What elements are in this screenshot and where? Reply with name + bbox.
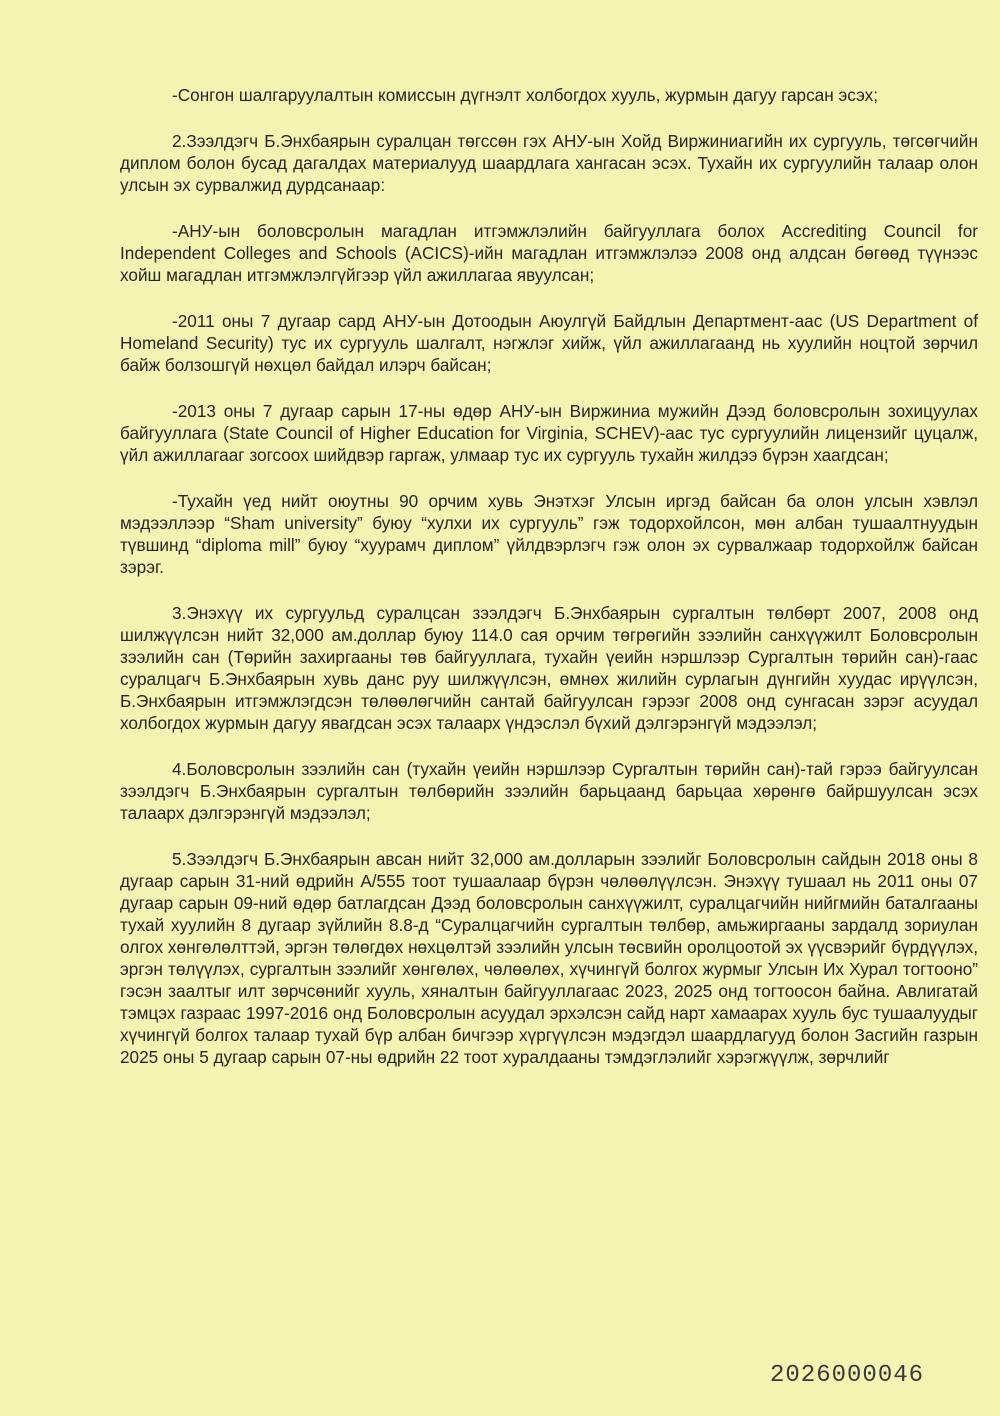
paragraph-homeland-security: -2011 оны 7 дугаар сард АНУ-ын Дотоодын Аюулгүй Байдлын Департмент-аас (US Department of Homeland Security) тус их сургууль шалгалт, нэгжлэг хийж, үйл ажиллагаанд нь хуулийн ноцтой зөрчил байж болзошгүй нөхцөл байдал илэрч байсан;: [120, 311, 978, 375]
paragraph-schev-license: -2013 оны 7 дугаар сарын 17-ны өдөр АНУ-ын Виржиниа мужийн Дээд боловсролын зохицуулах байгууллага (State Council of Higher Education for Virginia, SCHEV)-аас тус сургуулийн лицензийг цуцалж, үйл ажиллагааг зогсоох шийдвэр гаргаж, улмаар тус их сургууль тухайн жилдээ бүрэн хаагдсан;: [120, 401, 978, 465]
document-body: [120, 84, 978, 1092]
serial-number: 2026000046: [770, 1362, 925, 1389]
paragraph-diploma-mill: -Тухайн үед нийт оюутны 90 орчим хувь Энэтхэг Улсын иргэд байсан ба олон улсын хэвлэл мэдээллээр “Sham university” буюу “хулхи их сургууль” гэж тодорхойлсон, мөн албан тушаалтнуудын түвшинд “diploma mill” буюу “хуурамч диплом” үйлдвэрлэгч гэж олон эх сурвалжаар тодорхойлж байсан зэрэг.: [120, 491, 978, 577]
paragraph-5-loan-exemption: 5.Зээлдэгч Б.Энхбаярын авсан нийт 32,000 ам.долларын зээлийг Боловсролын сайдын 2018 оны 8 дугаар сарын 31-ний өдрийн А/555 тоот тушаалаар бүрэн чөлөөлүүлсэн. Энэхүү тушаал нь 2011 оны 07 дугаар сарын 09-ний өдөр батлагдсан Дээд боловсролын санхүүжилт, суралцагчийн нийгмийн баталгааны тухай хуулийн 8 дугаар зүйлийн 8.8-д “Суралцагчийн сургалтын төлбөр, амьжиргааны зардалд зориулан олгох хөнгөлөлттэй, эргэн төлөгдөх нөхцөлтэй зээлийн улсын төсвийн оролцоотой эх үүсвэрийг бүрдүүлэх, эргэн төлүүлэх, сургалтын зээлийг хөнгөлөх, чөлөөлөх, хүчингүй болгох журмыг Улсын Их Хурал тогтооно” гэсэн заалтыг илт зөрчсөнийг хууль, хяналтын байгууллагаас 2023, 2025 онд тогтоосон байна. Авлигатай тэмцэх газраас 1997-2016 онд Боловсролын асуудал эрхэлсэн сайд нарт хамаарах хууль бус тушаалуудыг хүчингүй болгох талаар тухай бүр албан бичгээр хүргүүлсэн мэдэгдэл шаардлагууд болон Засгийн газрын 2025 оны 5 дугаар сарын 07-ны өдрийн 22 тоот хуралдааны тэмдэглэлийг хэрэгжүүлж, зөрчлийг: [120, 849, 978, 1067]
paragraph-4-collateral: 4.Боловсролын зээлийн сан (тухайн үеийн нэршлээр Сургалтын төрийн сан)-тай гэрээ байгуулсан зээлдэгч Б.Энхбаярын сургалтын төлбөрийн зээлийн барьцаанд барьцаа хөрөнгө байршуулсан эсэх талаарх дэлгэрэнгүй мэдээлэл;: [120, 759, 978, 823]
paragraph-acics-accreditation: -АНУ-ын боловсролын магадлан итгэмжлэлийн байгууллага болох Accrediting Council for Independent Colleges and Schools (ACICS)-ийн магадлан итгэмжлэлээ 2008 онд алдсан бөгөөд түүнээс хойш магадлан итгэмжлэлгүйгээр үйл ажиллагаа явуулсан;: [120, 221, 978, 285]
paragraph-2-university-diploma: 2.Зээлдэгч Б.Энхбаярын суралцан төгссөн гэх АНУ-ын Хойд Виржиниагийн их сургууль, төгсөгчийн диплом болон бусад дагалдах материалууд шаардлага хангасан эсэх. Тухайн их сургуулийн талаар олон улсын эх сурвалжид дурдсанаар:: [120, 131, 978, 195]
paragraph-commission-conclusion: -Сонгон шалгаруулалтын комиссын дүгнэлт холбогдох хууль, журмын дагуу гарсан эсэх;: [172, 85, 879, 105]
paragraph-3-tuition-loan: 3.Энэхүү их сургуульд суралцсан зээлдэгч Б.Энхбаярын сургалтын төлбөрт 2007, 2008 онд шилжүүлсэн нийт 32,000 ам.доллар буюу 114.0 сая орчим төгрөгийн зээлийн санхүүжилт Боловсролын зээлийн сан (Төрийн захиргааны төв байгууллага, тухайн үеийн нэршлээр Сургалтын төрийн сан)-гаас суралцагч Б.Энхбаярын хувь данс руу шилжүүлсэн, өмнөх жилийн сурлагын дүнгийн хуудас ирүүлсэн, Б.Энхбаярын итгэмжлэгдсэн төлөөлөгчийн сантай байгуулсан гэрээг 2008 онд сунгасан зэрэг асуудал холбогдох журмын дагуу явагдсан эсэх талаарх үндэслэл бүхий дэлгэрэнгүй мэдээлэл;: [120, 603, 978, 733]
